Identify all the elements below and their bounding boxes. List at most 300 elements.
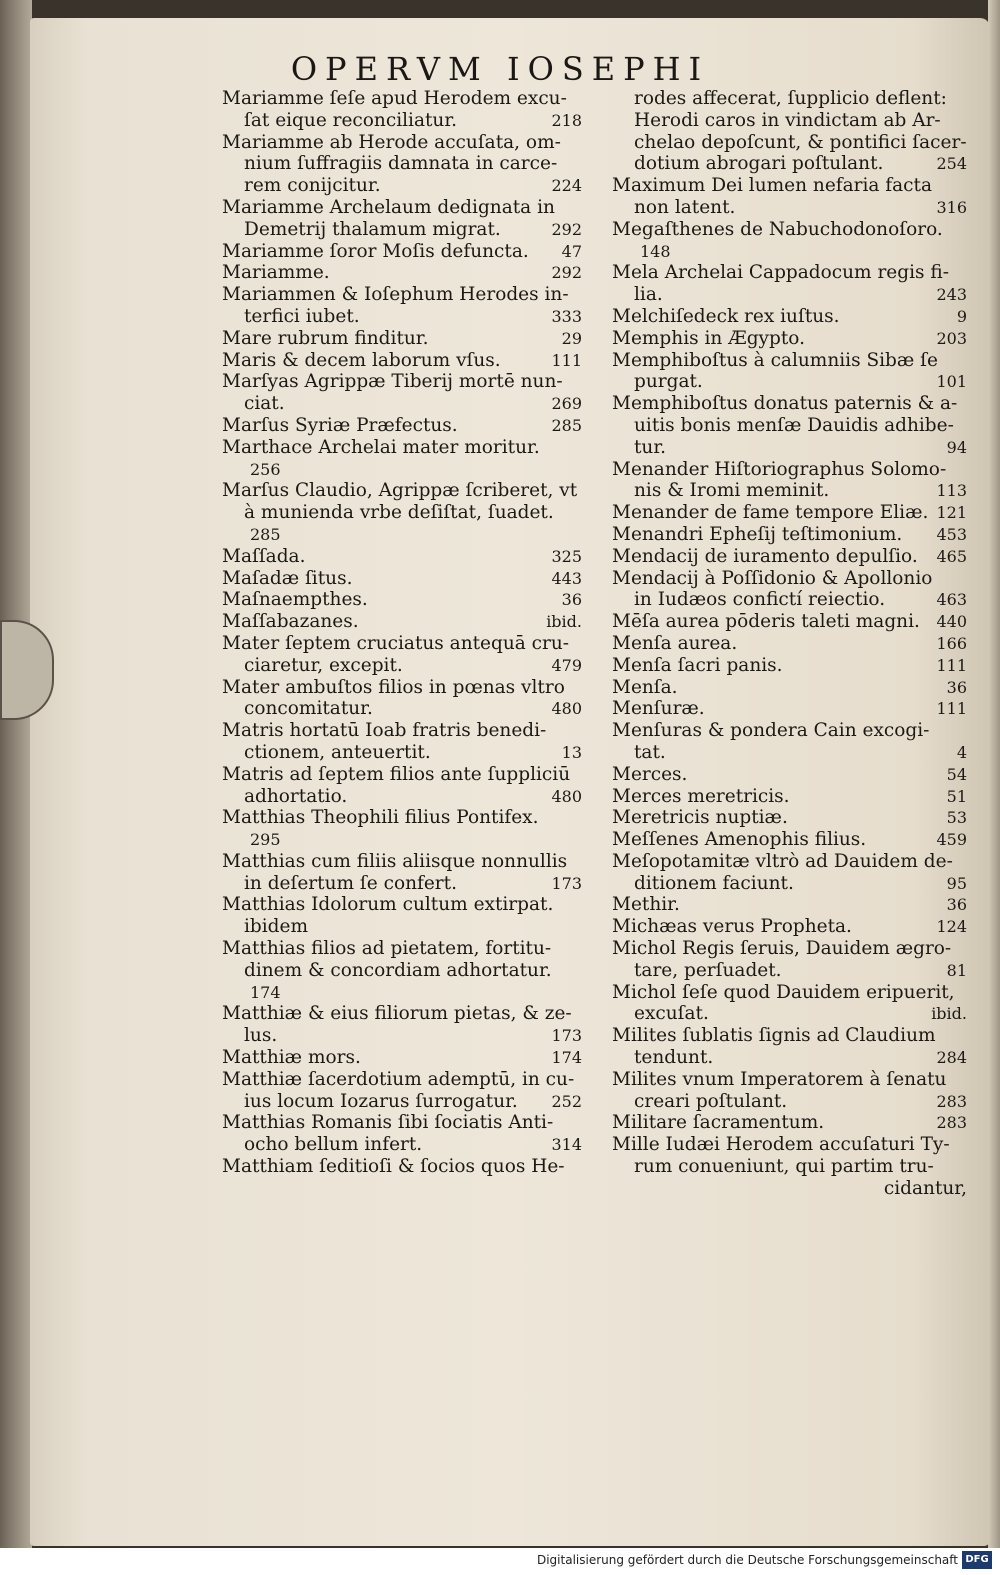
entry-line [222,568,582,590]
page-ref: 36 [946,677,967,697]
page-ref: 51 [946,786,967,806]
entry-line [222,350,582,372]
entry-text: Michol ſeſe quod Dauidem eripuerit, [612,981,955,1003]
page-ref: 9 [956,306,967,326]
entry-text: Memphiboſtus donatus paternis & a- [612,393,958,415]
entry-line [612,1156,967,1178]
index-entry [222,1047,582,1069]
entry-line [612,393,967,415]
entry-text: Matthias Theophili filius Pontifex. [222,807,539,829]
page-ref: 47 [561,241,582,261]
entry-line [222,262,582,284]
page-ref: 292 [551,263,582,283]
entry-line [612,807,967,829]
entry-text: tare, perſuadet. [634,959,782,981]
entry-line [222,1134,582,1156]
page-ref: 292 [551,219,582,239]
entry-text: Maſſabazanes. [222,611,359,633]
entry-text: adhortatio. [244,785,348,807]
entry-text: Memphis in Ægypto. [612,327,805,349]
entry-text: ſat eique reconciliatur. [244,109,458,131]
index-entry [612,328,967,350]
index-entry [612,502,967,524]
index-entry [222,437,582,481]
entry-line [612,655,967,677]
index-entry [612,720,967,764]
index-entry [222,807,582,851]
entry-text: nis & Iromi meminit. [634,480,830,502]
entry-line [222,938,582,960]
entry-text: Matthiæ mors. [222,1047,361,1069]
entry-text: tat. [634,741,666,763]
entry-text: tur. [634,436,667,458]
index-entry [612,611,967,633]
entry-line [222,132,582,154]
entry-text: ius locum Iozarus ſurrogatur. [244,1090,518,1112]
entry-line [222,219,582,241]
index-entry [222,568,582,590]
entry-line [612,1003,967,1025]
entry-text: rem conijcitur. [244,175,381,197]
entry-text: Mater ambuſtos filios in pœnas vltro [222,676,565,698]
entry-line [222,371,582,393]
entry-text: rum conueniunt, qui partim tru- [634,1156,934,1178]
entry-line [222,982,582,1004]
index-entry [222,350,582,372]
entry-line [222,415,582,437]
page-ref: 36 [946,895,967,915]
entry-line [612,415,967,437]
index-entry [222,938,582,1003]
page-ref: 29 [561,328,582,348]
entry-line [612,219,967,241]
page-ref: 54 [946,764,967,784]
page-ref: 218 [551,110,582,130]
page-ref: 243 [936,285,967,305]
entry-text: Matthias Idolorum cultum extirpat. [222,894,554,916]
index-entry [612,175,967,219]
page-ref: 4 [956,742,967,762]
page-ref: 316 [936,197,967,217]
entry-text: terfici iubet. [244,305,360,327]
entry-text: Michol Regis ſeruis, Dauidem ægro- [612,938,952,960]
entry-line [222,153,582,175]
running-head: OPERVM IOSEPHI [290,50,710,88]
entry-line [222,764,582,786]
entry-text: Melchiſedeck rex iuſtus. [612,305,840,327]
index-entry [612,568,967,612]
page-ref: 173 [551,873,582,893]
entry-text: Matthias filios ad pietatem, fortitu- [222,938,552,960]
page-ref: 269 [551,394,582,414]
entry-text: non latent. [634,196,736,218]
entry-text: Matris hortatū Ioab fratris benedi- [222,720,547,742]
page-ref: 111 [551,350,582,370]
index-entry [222,132,582,197]
index-entry [222,611,582,633]
page-ref: 173 [551,1026,582,1046]
entry-line [612,437,967,459]
entry-line [222,916,582,938]
entry-line [222,306,582,328]
page-ref: 53 [946,808,967,828]
index-entry [612,851,967,895]
entry-line [612,1134,967,1156]
page-ref: 101 [936,372,967,392]
index-entry [222,1156,582,1178]
entry-text: Menandri Epheſij teſtimonium. [612,523,903,545]
page-ref: 95 [946,873,967,893]
entry-line [222,1025,582,1047]
entry-line [612,568,967,590]
page-ref: 443 [551,568,582,588]
index-entry [612,306,967,328]
entry-text: Mariamme Archelaum dedignata in [222,196,555,218]
entry-line [612,502,967,524]
page-ref: 440 [936,612,967,632]
footer-credit: Digitalisierung gefördert durch die Deutsche Forschungsgemeinschaft [536,1553,958,1567]
index-entry [612,546,967,568]
page-ref: 111 [936,699,967,719]
entry-line [222,175,582,197]
entry-line [222,1069,582,1091]
entry-line [222,1156,582,1178]
index-entry [612,88,967,175]
entry-line [612,742,967,764]
entry-line [222,524,582,546]
page-ref: 174 [250,982,281,1002]
entry-line [612,1047,967,1069]
entry-text: à munienda vrbe deſiſtat, ſuadet. [244,502,554,524]
entry-text: uitis bonis menſæ Dauidis adhibe- [634,414,954,436]
entry-text: ctionem, anteuertit. [244,741,431,763]
entry-line [222,1047,582,1069]
entry-line [222,1091,582,1113]
entry-text: rodes affecerat, ſupplicio deflent: [634,88,947,109]
entry-text: nium ſuffragiis damnata in carce- [244,153,558,175]
index-entry [612,655,967,677]
entry-text: Megaſthenes de Nabuchodonoſoro. [612,218,943,240]
entry-text: Mare rubrum finditur. [222,327,429,349]
page-ref: 283 [936,1113,967,1133]
entry-text: Matthiæ & eius filiorum pietas, & ze- [222,1003,572,1025]
entry-text: Maſſada. [222,545,306,567]
entry-line [612,611,967,633]
entry-text: concomitatur. [244,698,373,720]
page-ref: 459 [936,830,967,850]
entry-text: lia. [634,284,663,306]
index-column-left [222,88,582,1178]
entry-text: Meſopotamitæ vltrò ad Dauidem de- [612,850,953,872]
entry-line [612,88,967,110]
index-entry [612,938,967,982]
entry-text: Maſadæ ſitus. [222,567,353,589]
entry-text: cidantur, [883,1177,967,1199]
index-entry [222,328,582,350]
index-entry [612,524,967,546]
entry-text: Menſuræ. [612,698,705,720]
entry-text: Mela Archelai Cappadocum regis fi- [612,262,949,284]
index-entry [222,415,582,437]
entry-text: ciat. [244,393,285,415]
index-entry [222,1112,582,1156]
entry-text: purgat. [634,371,703,393]
entry-line [612,153,967,175]
index-entry [222,371,582,415]
entry-text: Matthiam ſeditioſi & ſocios quos He- [222,1156,565,1178]
entry-text: lus. [244,1025,278,1047]
entry-line [612,589,967,611]
entry-line [222,393,582,415]
page-ref: 36 [561,590,582,610]
page-ref: 254 [936,154,967,174]
index-entry [612,829,967,851]
entry-line [612,1091,967,1113]
index-entry [222,284,582,328]
entry-text: Mariammen & Ioſephum Herodes in- [222,284,569,306]
index-entry [612,1069,967,1113]
entry-line [222,742,582,764]
page-ref: 94 [946,437,967,457]
entry-text: Milites ſublatis ſignis ad Claudium [612,1025,936,1047]
entry-line [222,1112,582,1134]
entry-line [612,306,967,328]
entry-line [222,241,582,263]
entry-line [222,589,582,611]
entry-text: Menander de fame tempore Eliæ. [612,502,929,524]
index-entry [612,764,967,786]
entry-line [612,916,967,938]
page-ref: 284 [936,1048,967,1068]
entry-line [612,284,967,306]
page-ref: 285 [250,524,281,544]
page-ref: 111 [936,655,967,675]
index-entry [222,633,582,677]
entry-line [612,633,967,655]
page-ref: 13 [561,742,582,762]
entry-text: dotium abrogari poſtulant. [634,153,884,175]
entry-line [612,851,967,873]
entry-text: Maſnaempthes. [222,589,368,611]
index-entry [612,219,967,263]
entry-line [612,371,967,393]
entry-text: creari poſtulant. [634,1090,788,1112]
entry-line [612,960,967,982]
index-entry [222,1069,582,1113]
entry-text: in Iudæos confictí reiectio. [634,589,886,611]
entry-text: Mariamme ſoror Moſis defuncta. [222,240,529,262]
entry-text: in deſertum ſe confert. [244,872,457,894]
index-column-right [612,88,967,1200]
page-ref: 203 [936,328,967,348]
entry-text: Mēſa aurea pōderis taleti magni. [612,611,920,633]
entry-line [612,110,967,132]
page-ref: 463 [936,590,967,610]
entry-text: Demetrij thalamum migrat. [244,218,501,240]
index-entry [612,807,967,829]
index-entry [612,916,967,938]
page-ref: 479 [551,655,582,675]
entry-line [222,611,582,633]
entry-line [222,328,582,350]
entry-line [612,1069,967,1091]
entry-line [612,1112,967,1134]
entry-text: Matthias Romanis ſibi ſociatis Anti- [222,1112,554,1134]
entry-line [222,459,582,481]
index-entry [612,894,967,916]
entry-text: Herodi caros in vindictam ab Ar- [634,109,941,131]
book-edge [0,0,32,1548]
index-entry [222,546,582,568]
entry-text: Marthace Archelai mater moritur. [222,436,540,458]
index-entry [612,698,967,720]
index-entry [612,677,967,699]
entry-text: ciaretur, excepit. [244,654,403,676]
entry-line [612,459,967,481]
index-entry [612,1025,967,1069]
page-ref: 285 [551,415,582,435]
page-ref: 174 [551,1048,582,1068]
entry-line [612,350,967,372]
entry-line [612,1178,967,1200]
index-entry [612,262,967,306]
entry-text: Maximum Dei lumen nefaria facta [612,175,933,197]
entry-line [612,829,967,851]
entry-text: Meſſenes Amenophis filius. [612,829,867,851]
entry-text: Matthias cum filiis aliisque nonnullis [222,850,568,872]
entry-line [222,894,582,916]
entry-text: Marſus Syriæ Præfectus. [222,414,458,436]
index-entry [222,677,582,721]
entry-text: Mendacij de iuramento depulſio. [612,545,918,567]
page-ref: 113 [936,481,967,501]
entry-line [612,894,967,916]
page-ref: 283 [936,1091,967,1111]
entry-text: Menſa. [612,676,678,698]
entry-line [612,938,967,960]
page-ref: ibid. [546,612,582,632]
entry-line [612,241,967,263]
entry-text: tendunt. [634,1047,714,1069]
page-ref: 252 [551,1091,582,1111]
entry-line [222,807,582,829]
page-ref: 124 [936,917,967,937]
page-ref: 480 [551,786,582,806]
entry-text: ibidem [244,916,309,938]
entry-line [222,197,582,219]
page-ref: 453 [936,524,967,544]
entry-line [612,786,967,808]
entry-text: ocho bellum infert. [244,1134,423,1156]
entry-text: Menſa aurea. [612,632,738,654]
entry-line [612,197,967,219]
entry-line [222,284,582,306]
entry-line [222,698,582,720]
index-entry [612,982,967,1026]
index-entry [612,1112,967,1134]
entry-line [612,175,967,197]
entry-text: chelao depoſcunt, & pontifici ſacer- [634,131,967,153]
entry-line [222,960,582,982]
entry-line [612,873,967,895]
entry-line [222,502,582,524]
entry-line [222,633,582,655]
index-entry [222,851,582,895]
entry-text: Mariamme. [222,262,330,284]
entry-text: Michæas verus Propheta. [612,916,852,938]
entry-text: Methir. [612,894,680,916]
index-entry [612,633,967,655]
dfg-logo: DFG [962,1551,992,1569]
index-entry [612,393,967,458]
page-ref: 121 [936,503,967,523]
page-ref: 148 [640,241,671,261]
page-ref: 333 [551,306,582,326]
page-ref: 295 [250,830,281,850]
index-entry [222,88,582,132]
entry-line [612,1025,967,1047]
entry-line [612,677,967,699]
entry-line [612,982,967,1004]
entry-line [222,829,582,851]
index-entry [612,1134,967,1199]
entry-text: Meretricis nuptiæ. [612,807,788,829]
entry-line [612,546,967,568]
page-ref: 480 [551,699,582,719]
footer-bar [0,1548,1000,1575]
page-ref: 166 [936,633,967,653]
index-entry [612,350,967,394]
entry-text: Menſa ſacri panis. [612,654,783,676]
entry-text: Matthiæ ſacerdotium ademptū, in cu- [222,1068,575,1090]
entry-line [222,437,582,459]
entry-text: Memphiboſtus à calumniis Sibæ ſe [612,349,938,371]
index-entry [222,894,582,938]
entry-line [222,110,582,132]
index-entry [612,786,967,808]
page-ref: 325 [551,546,582,566]
entry-text: Marſyas Agrippæ Tiberij mortē nun- [222,371,563,393]
page-ref: 465 [936,546,967,566]
entry-line [222,480,582,502]
entry-line [222,873,582,895]
entry-line [222,88,582,110]
entry-line [222,786,582,808]
entry-line [222,851,582,873]
entry-text: Matris ad ſeptem filios ante ſuppliciū [222,763,571,785]
page-ref: 81 [946,960,967,980]
entry-line [612,262,967,284]
index-entry [612,459,967,503]
index-entry [222,197,582,241]
index-entry [222,480,582,545]
entry-text: Maris & decem laborum vſus. [222,349,501,371]
index-entry [222,262,582,284]
index-entry [222,720,582,764]
entry-text: excuſat. [634,1003,709,1025]
entry-text: dinem & concordiam adhortatur. [244,959,552,981]
index-entry [222,241,582,263]
entry-text: ditionem faciunt. [634,872,794,894]
entry-text: Mariamme ſeſe apud Herodem excu- [222,88,567,109]
entry-text: Mendacij à Poſſidonio & Apollonio [612,567,933,589]
index-entry [222,764,582,808]
page-ref: 224 [551,176,582,196]
entry-line [222,546,582,568]
entry-text: Merces. [612,763,688,785]
page-ref: 314 [551,1135,582,1155]
facing-page-edge [988,0,1000,1548]
